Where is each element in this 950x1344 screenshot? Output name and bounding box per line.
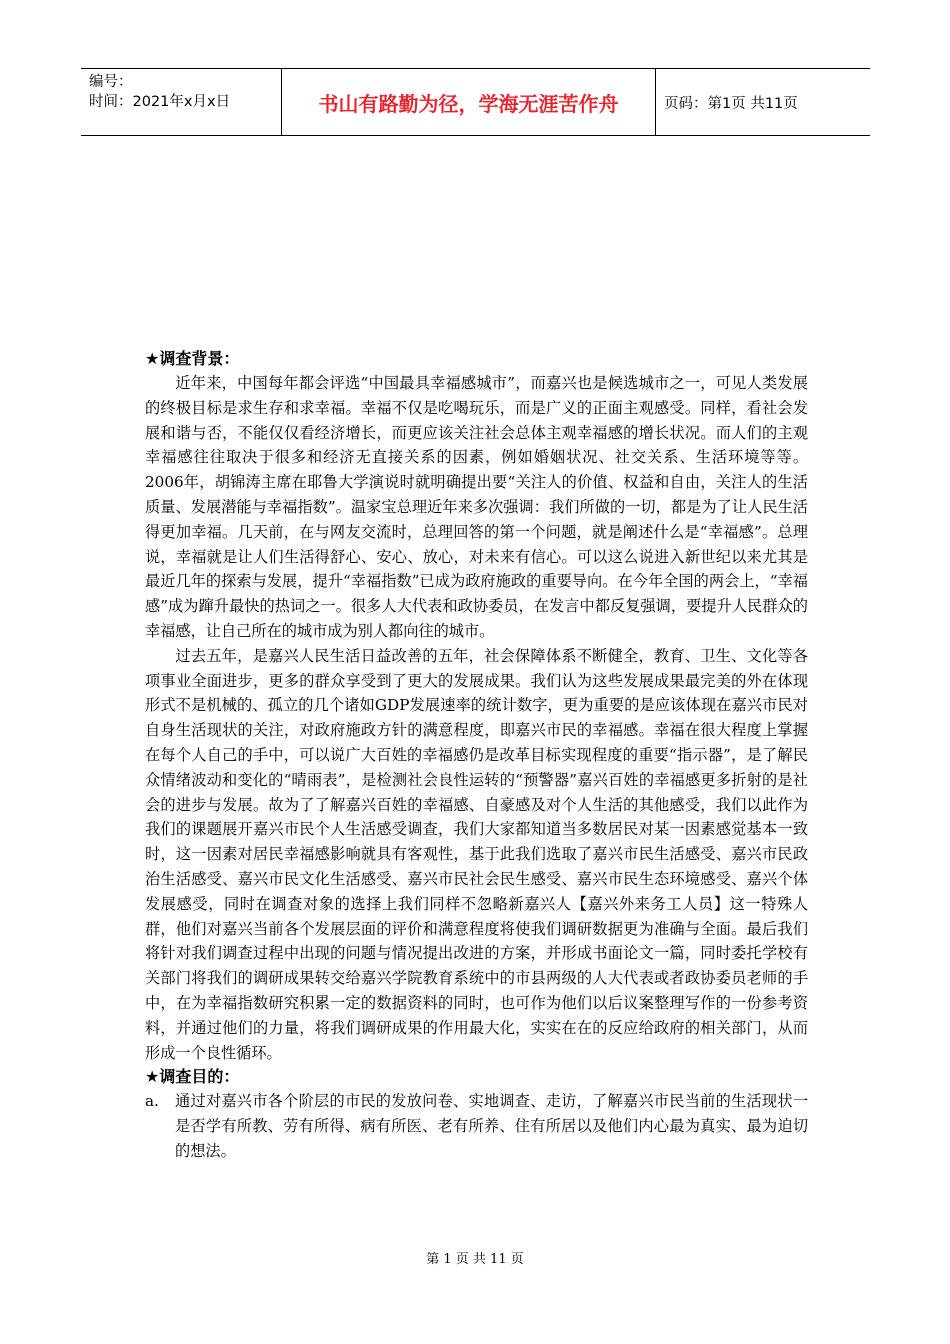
background-paragraph-2: 过去五年，是嘉兴人民生活日益改善的五年，社会保障体系不断健全，教育、卫生、文化等各项事业全面进步，更多的群众享受到了更大的发展成果。我们认为这些发展成果最完美的外在体现形式不是机械的、孤立的几个诸如GDP发展速率的统计数字，更为重要的是应该体现在嘉兴市民对自身生活现状的关注，对政府施政方针的满意程度，即嘉兴市民的幸福感。幸福在很大程度上掌握在每个人自己的手中，可以说广大百姓的幸福感仍是改革目标实现程度的重要“指示器”，是了解民众情绪波动和变化的“晴雨表”，是检测社会良性运转的“预警器”嘉兴百姓的幸福感更多折射的是社会的进步与发展。故为了了解嘉兴百姓的幸福感、自豪感及对个人生活的其他感受，我们以此作为我们的课题展开嘉兴市民个人生活感受调查，我们大家都知道当多数居民对某一因素感觉基本一致时，这一因素对居民幸福感影响就具有客观性，基于此我们选取了嘉兴市民生活感受、嘉兴市民政治生活感受、嘉兴市民文化生活感受、嘉兴市民社会民生感受、嘉兴市民生态环境感受、嘉兴个体发展感受，同时在调查对象的选择上我们同样不忽略新嘉兴人【嘉兴外来务工人员】这一特殊人群，他们对嘉兴当前各个发展层面的评价和满意程度将使我们调研数据更为准确与全面。最后我们将针对我们调查过程中出现的问题与情况提出改进的方案，并形成书面论文一篇，同时委托学校有关部门将我们的调研成果转交给嘉兴学院教育系统中的市县两级的人大代表或者政协委员老师的手中，在为幸福指数研究积累一定的数据资料的同时，也可作为他们以后议案整理写作的一份参考资料，并通过他们的力量，将我们调研成果的作用最大化，实实在在的反应给政府的相关部门，从而形成一个良性循环。 (145, 646, 808, 1062)
document-body (145, 347, 808, 1164)
header-page-info: 页码：第1页 共11页 (664, 95, 798, 112)
document-header (81, 68, 870, 136)
background-heading: ★调查背景： (145, 349, 240, 368)
page-footer: 第 1 页 共 11 页 (426, 1252, 524, 1267)
number-label: 编号： (89, 74, 133, 90)
header-meta (81, 69, 281, 135)
purpose-heading: ★调查目的： (145, 1067, 240, 1087)
purpose-item-a (145, 1089, 808, 1163)
header-motto: 书山有路勤为径，学海无涯苦作舟 (281, 69, 656, 135)
list-item-text: 通过对嘉兴市各个阶层的市民的发放问卷、实地调查、走访，了解嘉兴市民当前的生活现状一是否学有所教、劳有所得、病有所医、老有所养、住有所居以及他们内心最为真实、最为迫切的想法。 (175, 1092, 808, 1160)
background-paragraph-1: 近年来，中国每年都会评选“中国最具幸福感城市”，而嘉兴也是候选城市之一，可见人类发展的终极目标是求生存和求幸福。幸福不仅是吃喝玩乐，而是广义的正面主观感受。同样，看社会发展和谐与否，不能仅仅看经济增长，而更应该关注社会总体主观幸福感的增长状况。而人们的主观幸福感往往取决于很多和经济无直接关系的因素，例如婚姻状况、社交关系、生活环境等等。 2006年，胡锦涛主席在耶鲁大学演说时就明确提出要“关注人的价值、权益和自由，关注人的生活质量、发展潜能与幸福指数”。温家宝总理近年来多次强调：我们所做的一切，都是为了让人民生活得更加幸福。几天前，在与网友交流时，总理回答的第一个问题，就是阐述什么是“幸福感”。总理说，幸福就是让人们生活得舒心、安心、放心，对未来有信心。可以这么说进入新世纪以来尤其是最近几年的探索与发展，提升“幸福指数”已成为政府施政的重要导向。在今年全国的两会上，“幸福感”成为蹿升最快的热词之一。很多人大代表和政协委员，在发言中都反复强调，要提升人民群众的幸福感，让自己所在的城市成为别人都向往的城市。 (145, 374, 808, 640)
date-line: 时间：2021年x月x日 (89, 94, 231, 110)
list-marker: a. (145, 1092, 159, 1111)
